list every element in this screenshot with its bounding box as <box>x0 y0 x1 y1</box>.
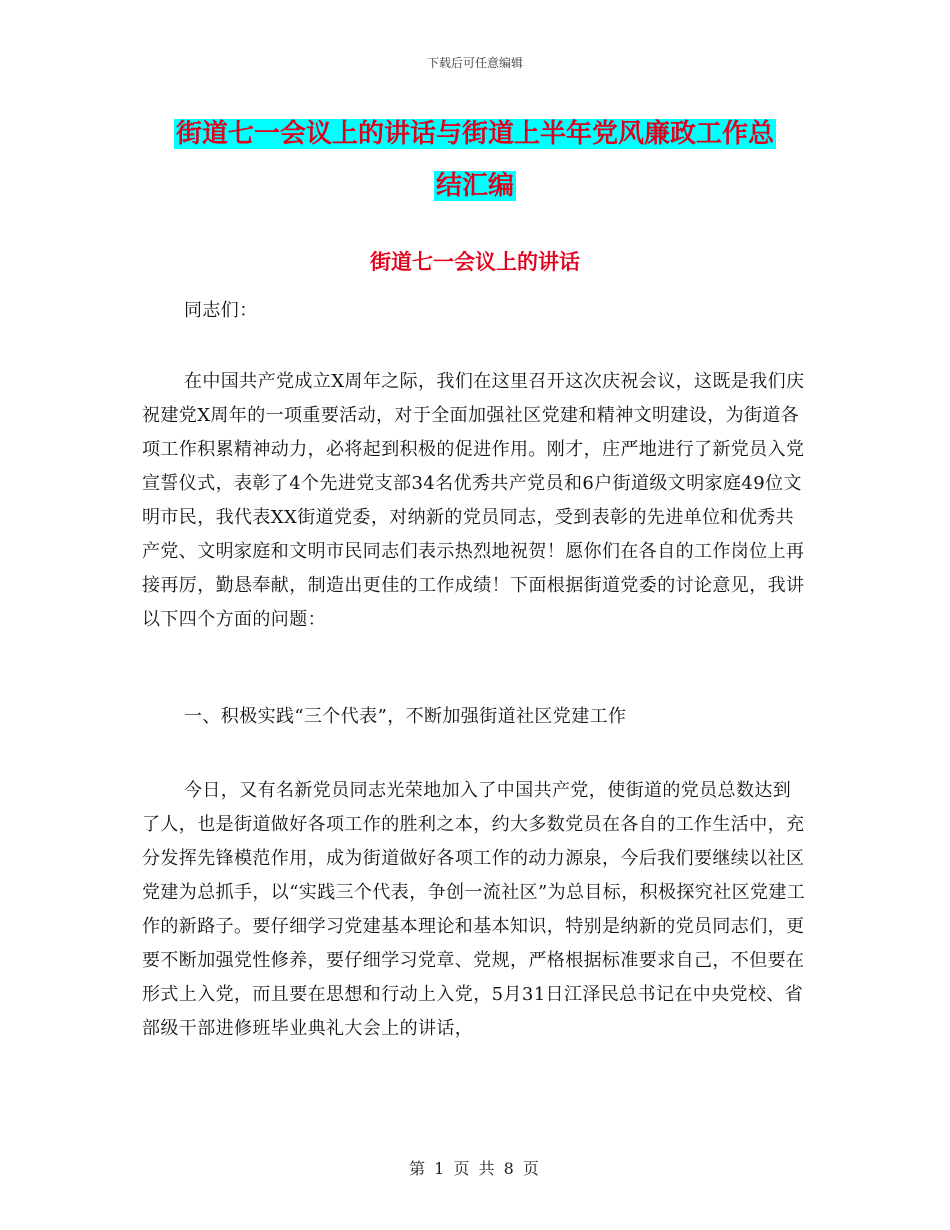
document-title-line-1: 街道七一会议上的讲话与街道上半年党风廉政工作总 <box>175 119 774 149</box>
subheading-1: 一、积极实践“三个代表”，不断加强街道社区党建工作 <box>184 706 627 727</box>
page-header-note: 下载后可任意编辑 <box>426 56 523 70</box>
salutation: 同志们： <box>184 300 258 321</box>
page-number: 第 1 页 共 8 页 <box>409 1159 541 1178</box>
document-title-line-2: 结汇编 <box>435 171 514 201</box>
document-title <box>0 108 950 212</box>
paragraph-2: 今日，又有名新党员同志光荣地加入了中国共产党，使街道的党员总数达到了人，也是街道做好各项工作的胜利之本，约大多数党员在各自的工作生活中，充分发挥先锋模范作用，成为街道做好各项工作的动力源泉，今后我们要继续以社区党建为总抓手，以“实践三个代表，争创一流社区”为总目标，积极探究社区党建工作的新路子。要仔细学习党建基本理论和基本知识，特别是纳新的党员同志们，更要不断加强党性修养，要仔细学习党章、党规，严格根据标准要求自己，不但要在形式上入党，而且要在思想和行动上入党，5月31日江泽民总书记在中央党校、省部级干部进修班毕业典礼大会上的讲话， <box>142 780 806 1039</box>
paragraph-1: 在中国共产党成立X周年之际，我们在这里召开这次庆祝会议，这既是我们庆祝建党X周年的一项重要活动，对于全面加强社区党建和精神文明建设，为街道各项工作积累精神动力，必将起到积极的促进作用。刚才，庄严地进行了新党员入党宣誓仪式，表彰了4个先进党支部34名优秀共产党员和6户街道级文明家庭49位文明市民，我代表XX街道党委，对纳新的党员同志，受到表彰的先进单位和优秀共产党、文明家庭和文明市民同志们表示热烈地祝贺！愿你们在各自的工作岗位上再接再厉，勤恳奉献，制造出更佳的工作成绩！下面根据街道党委的讨论意见，我讲以下四个方面的问题： <box>142 371 805 630</box>
section-title: 街道七一会议上的讲话 <box>370 250 580 274</box>
